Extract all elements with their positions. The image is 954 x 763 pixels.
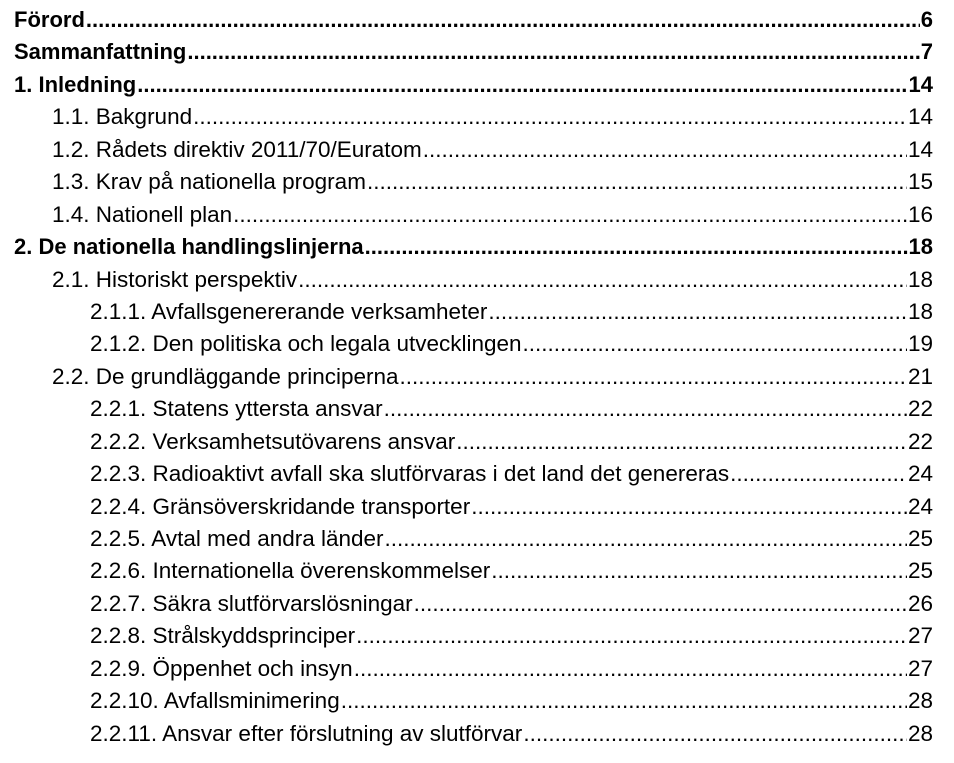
toc-page-number: 21 <box>907 363 933 389</box>
toc-entry-title: 2.2.7. Säkra slutförvarslösningar <box>90 590 413 616</box>
toc-entry-sammanfattning[interactable] <box>0 39 954 71</box>
toc-entry-1[interactable] <box>0 72 954 104</box>
toc-page-number: 22 <box>907 428 933 454</box>
toc-entry-2-2-8[interactable] <box>0 623 954 655</box>
toc-page-number: 22 <box>907 396 933 422</box>
toc-page-number: 25 <box>907 526 933 551</box>
toc-entry-2-1-2[interactable] <box>0 331 954 363</box>
toc-page-number: 25 <box>907 558 933 584</box>
toc-dot-leader <box>384 396 907 422</box>
toc-dot-leader <box>356 623 907 649</box>
toc-dot-leader <box>367 169 907 195</box>
toc-page-number: 14 <box>908 71 933 97</box>
toc-entry-title: 2.2.5. Avtal med andra länder <box>90 526 384 551</box>
toc-entry-2-2-3[interactable] <box>0 461 954 493</box>
toc-entry-2-2[interactable] <box>0 364 954 396</box>
toc-page-number: 14 <box>907 104 933 130</box>
toc-entry-2-1[interactable] <box>0 267 954 299</box>
toc-entry-title: 1. Inledning <box>14 71 137 97</box>
toc-entry-title: 2.1.2. Den politiska och legala utvecklingen <box>90 331 522 357</box>
toc-entry-2-2-4[interactable] <box>0 494 954 526</box>
toc-entry-title: 2.1. Historiskt perspektiv <box>52 266 298 292</box>
toc-entry-title: 2.2.2. Verksamhetsutövarens ansvar <box>90 428 456 454</box>
toc-entry-2-2-11[interactable] <box>0 721 954 753</box>
toc-page-number: 27 <box>907 655 933 681</box>
toc-entry-1-3[interactable] <box>0 169 954 201</box>
toc-page-number: 16 <box>907 201 933 227</box>
toc-entry-1-1[interactable] <box>0 104 954 136</box>
toc-dot-leader <box>491 558 907 584</box>
toc-dot-leader <box>471 494 907 520</box>
toc-page-number: 19 <box>907 331 933 357</box>
toc-page-number: 15 <box>907 169 933 195</box>
toc-entry-2-1-1[interactable] <box>0 299 954 331</box>
toc-dot-leader <box>298 267 907 293</box>
toc-dot-leader <box>137 72 907 98</box>
toc-page-number: 7 <box>920 39 933 65</box>
toc-dot-leader <box>523 331 907 357</box>
toc-entry-2-2-6[interactable] <box>0 558 954 590</box>
toc-dot-leader <box>423 137 907 163</box>
toc-page-number: 26 <box>907 590 933 616</box>
toc-entry-title: 2.2.9. Öppenhet och insyn <box>90 655 353 681</box>
toc-entry-title: 2. De nationella handlingslinjerna <box>14 234 364 260</box>
toc-entry-title: 2.2.6. Internationella överenskommelser <box>90 558 491 584</box>
toc-dot-leader <box>400 364 907 390</box>
toc-entry-1-4[interactable] <box>0 202 954 234</box>
toc-dot-leader <box>341 688 907 714</box>
toc-page-number: 28 <box>907 688 933 714</box>
toc-dot-leader <box>193 104 907 130</box>
toc-entry-2-2-9[interactable] <box>0 656 954 688</box>
toc-page-number: 6 <box>920 7 933 32</box>
toc-dot-leader <box>354 656 907 682</box>
toc-page-number: 18 <box>908 234 933 260</box>
toc-entry-title: 1.4. Nationell plan <box>52 201 233 227</box>
toc-entry-title: 2.1.1. Avfallsgenererande verksamheter <box>90 298 488 324</box>
toc-entry-title: 2.2.4. Gränsöverskridande transporter <box>90 493 471 519</box>
toc-entry-title: Förord <box>14 7 85 32</box>
toc-dot-leader <box>488 299 907 325</box>
toc-dot-leader <box>365 234 908 260</box>
toc-entry-title: 2.2.1. Statens yttersta ansvar <box>90 396 383 422</box>
toc-entry-1-2[interactable] <box>0 137 954 169</box>
toc-entry-title: 1.2. Rådets direktiv 2011/70/Euratom <box>52 136 422 162</box>
toc-entry-2-2-1[interactable] <box>0 396 954 428</box>
toc-dot-leader <box>86 7 920 33</box>
toc-entry-title: 1.3. Krav på nationella program <box>52 169 366 195</box>
toc-entry-2[interactable] <box>0 234 954 266</box>
toc-dot-leader <box>233 202 907 228</box>
toc-dot-leader <box>523 721 907 747</box>
toc-entry-title: 2.2.10. Avfallsminimering <box>90 688 340 714</box>
toc-entry-2-2-5[interactable] <box>0 526 954 558</box>
toc-page-number: 27 <box>907 623 933 649</box>
toc-page-number: 24 <box>907 461 933 487</box>
toc-dot-leader <box>456 429 907 455</box>
toc-page-number: 18 <box>907 298 933 324</box>
toc-entry-title: 2.2.11. Ansvar efter förslutning av slutförvar <box>90 720 523 746</box>
toc-entry-title: 2.2. De grundläggande principerna <box>52 363 399 389</box>
toc-page-number: 24 <box>907 493 933 519</box>
toc-entry-title: 1.1. Bakgrund <box>52 104 193 130</box>
toc-entry-title: 2.2.3. Radioaktivt avfall ska slutförvaras i det land det genereras <box>90 461 730 487</box>
toc-page-number: 14 <box>907 136 933 162</box>
toc-dot-leader <box>385 526 907 552</box>
toc-entry-title: 2.2.8. Strålskyddsprinciper <box>90 623 356 649</box>
toc-page-number: 28 <box>907 720 933 746</box>
toc-entry-2-2-10[interactable] <box>0 688 954 720</box>
toc-entry-2-2-7[interactable] <box>0 591 954 623</box>
toc-dot-leader <box>414 591 907 617</box>
toc-entry-title: Sammanfattning <box>14 39 187 65</box>
toc-dot-leader <box>730 461 907 487</box>
toc-entry-forord[interactable] <box>0 7 954 39</box>
toc-dot-leader <box>187 39 919 65</box>
toc-entry-2-2-2[interactable] <box>0 429 954 461</box>
toc-page-number: 18 <box>907 266 933 292</box>
